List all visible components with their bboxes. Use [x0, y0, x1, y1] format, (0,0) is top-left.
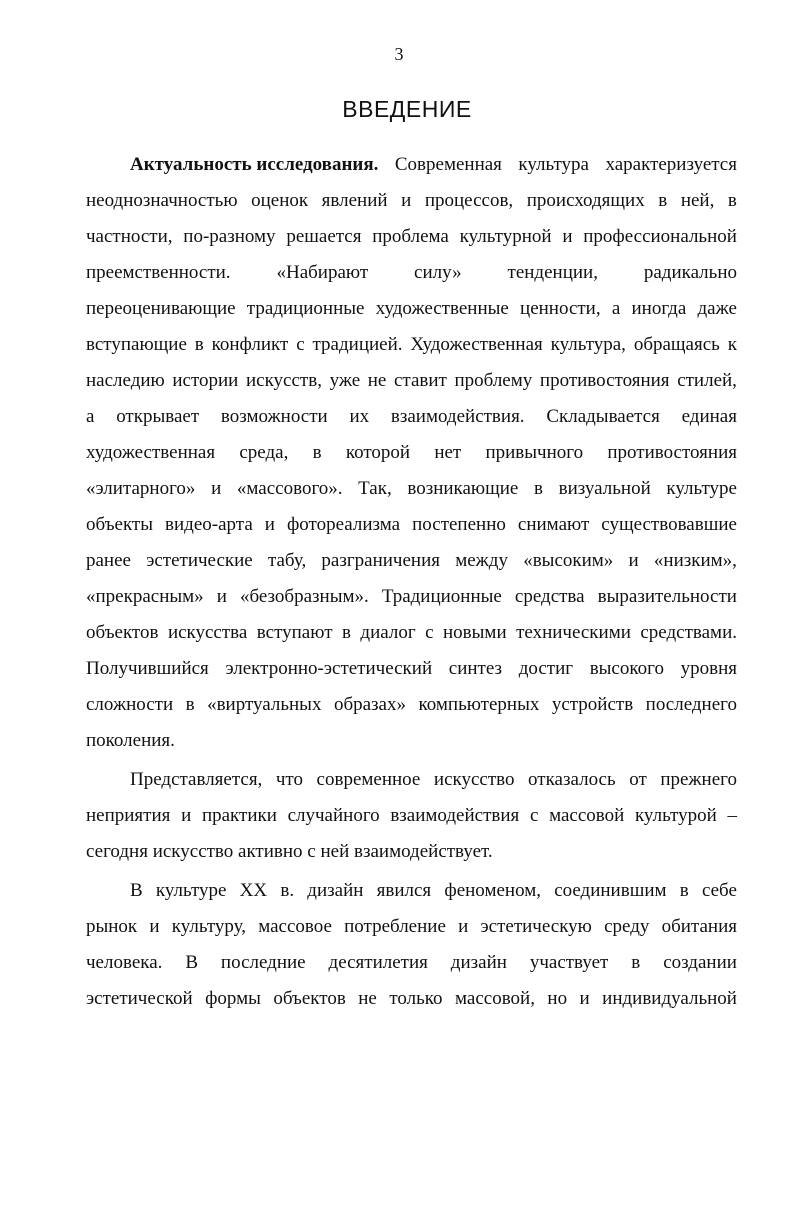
body-text — [86, 147, 737, 1017]
text-line: рынок и культуру, массовое потребление и эстетическую среду обитания — [86, 916, 737, 937]
section-heading: ВВЕДЕНИЕ — [342, 96, 472, 122]
text-line: наследию истории искусств, уже не ставит проблему противостояния стилей, — [86, 370, 737, 391]
text-line: сегодня искусство активно с ней взаимодействует. — [86, 841, 493, 862]
text-line: художественная среда, в которой нет привычного противостояния — [86, 442, 737, 463]
text-line: вступающие в конфликт с традицией. Художественная культура, обращаясь к — [86, 334, 737, 355]
text-line: поколения. — [86, 730, 175, 751]
text-line: объекты видео-арта и фотореализма постепенно снимают существовавшие — [86, 514, 737, 535]
page-number: 3 — [394, 44, 404, 64]
paragraph — [86, 873, 737, 1017]
paragraph — [86, 762, 737, 870]
text-line: переоценивающие традиционные художественные ценности, а иногда даже — [86, 298, 737, 319]
text-line: преемственности. «Набирают силу» тенденции, радикально — [86, 262, 737, 283]
text-line: сложности в «виртуальных образах» компьютерных устройств последнего — [86, 694, 737, 715]
text-line: «элитарного» и «массового». Так, возникающие в визуальной культуре — [86, 478, 737, 499]
text-line: неоднозначностью оценок явлений и процессов, происходящих в ней, в — [86, 190, 737, 211]
text-line: объектов искусства вступают в диалог с новыми техническими средствами. — [86, 622, 737, 643]
text-line: неприятия и практики случайного взаимодействия с массовой культурой – — [86, 805, 737, 826]
text-line: Получившийся электронно-эстетический синтез достиг высокого уровня — [86, 658, 737, 679]
text-line: Представляется, что современное искусство отказалось от прежнего — [130, 769, 737, 790]
text-line: ранее эстетические табу, разграничения между «высоким» и «низким», — [86, 550, 737, 571]
text-line: Актуальность исследования. Современная культура характеризуется — [86, 147, 737, 183]
text-line: а открывает возможности их взаимодействия. Складывается единая — [86, 406, 737, 427]
text-line: частности, по-разному решается проблема культурной и профессиональной — [86, 226, 737, 247]
text-line: эстетической формы объектов не только массовой, но и индивидуальной — [86, 988, 737, 1009]
bold-lead: Актуальность исследования. — [130, 154, 379, 175]
text-line: В культуре XX в. дизайн явился феноменом, соединившим в себе — [130, 880, 737, 901]
text-line: человека. В последние десятилетия дизайн участвует в создании — [86, 952, 737, 973]
paragraph — [86, 147, 737, 759]
text-line: «прекрасным» и «безобразным». Традиционные средства выразительности — [86, 586, 737, 607]
